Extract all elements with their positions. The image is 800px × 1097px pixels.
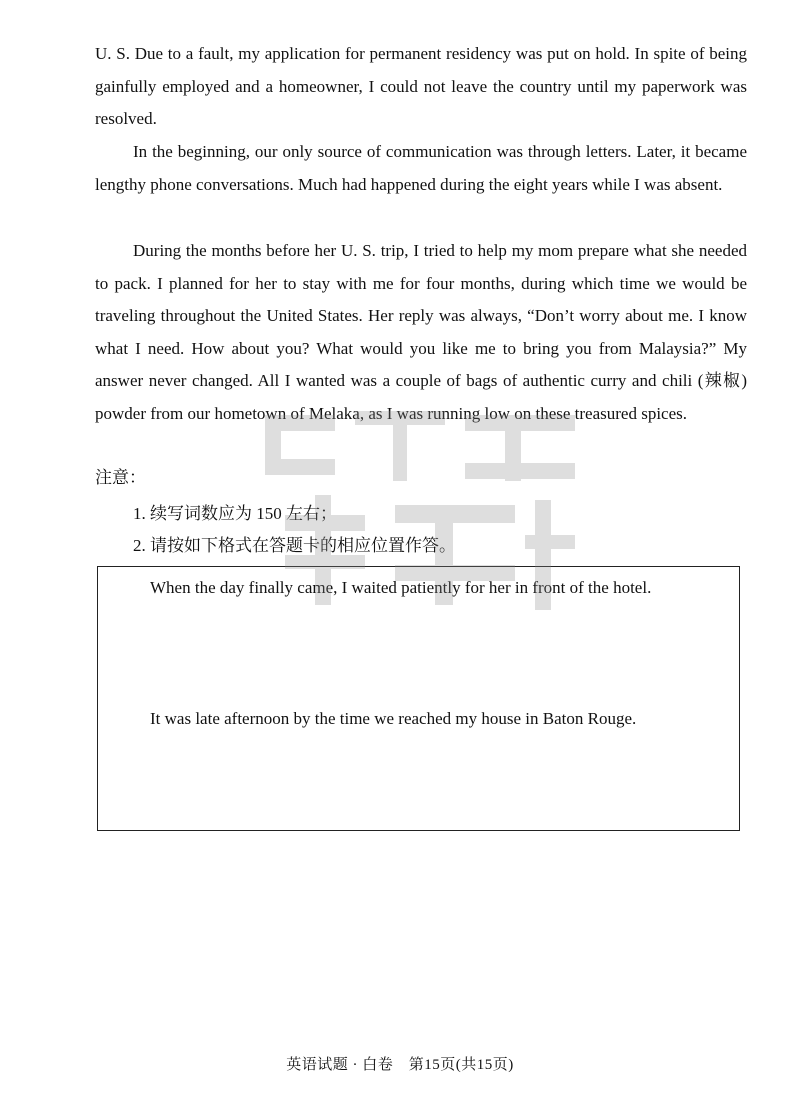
notes-title: 注意： bbox=[95, 468, 146, 487]
passage-paragraph-3 bbox=[95, 235, 747, 430]
paragraph-3-text: During the months before her U. S. trip, I tried to help my mom prepare what she needed to pack. I planned for her to stay with me for four months, during which time we would be traveling throughout the United States. Her reply was always, “Don’t worry about me. I know what I need. How about you? What would you like me to bring you from Malaysia?” My answer never changed. All I wanted was a couple of bags of authentic curry and chili (辣椒) powder from our hometown of Melaka, as I was running low on these treasured spices. bbox=[95, 241, 747, 423]
note-item-2: 2. 请按如下格式在答题卡的相应位置作答。 bbox=[133, 536, 456, 555]
note-item-1: 1. 续写词数应为 150 左右； bbox=[133, 504, 337, 523]
paragraph-2-text: In the beginning, our only source of communication was through letters. Later, it became lengthy phone conversations. Much had happened during the eight years while I was absent. bbox=[95, 142, 747, 194]
passage-paragraph-1 bbox=[95, 38, 747, 136]
answer-box-opening-line-2: It was late afternoon by the time we reached my house in Baton Rouge. bbox=[150, 709, 637, 728]
paragraph-1-text: U. S. Due to a fault, my application for permanent residency was put on hold. In spite of being gainfully employed and a homeowner, I could not leave the country until my paperwork was resolved. bbox=[95, 44, 747, 128]
passage-paragraph-2 bbox=[95, 136, 747, 201]
page-footer: 英语试题 · 白卷 第15页(共15页) bbox=[286, 1057, 514, 1073]
answer-box bbox=[97, 566, 740, 831]
answer-box-opening-line-1: When the day finally came, I waited patiently for her in front of the hotel. bbox=[150, 578, 652, 597]
